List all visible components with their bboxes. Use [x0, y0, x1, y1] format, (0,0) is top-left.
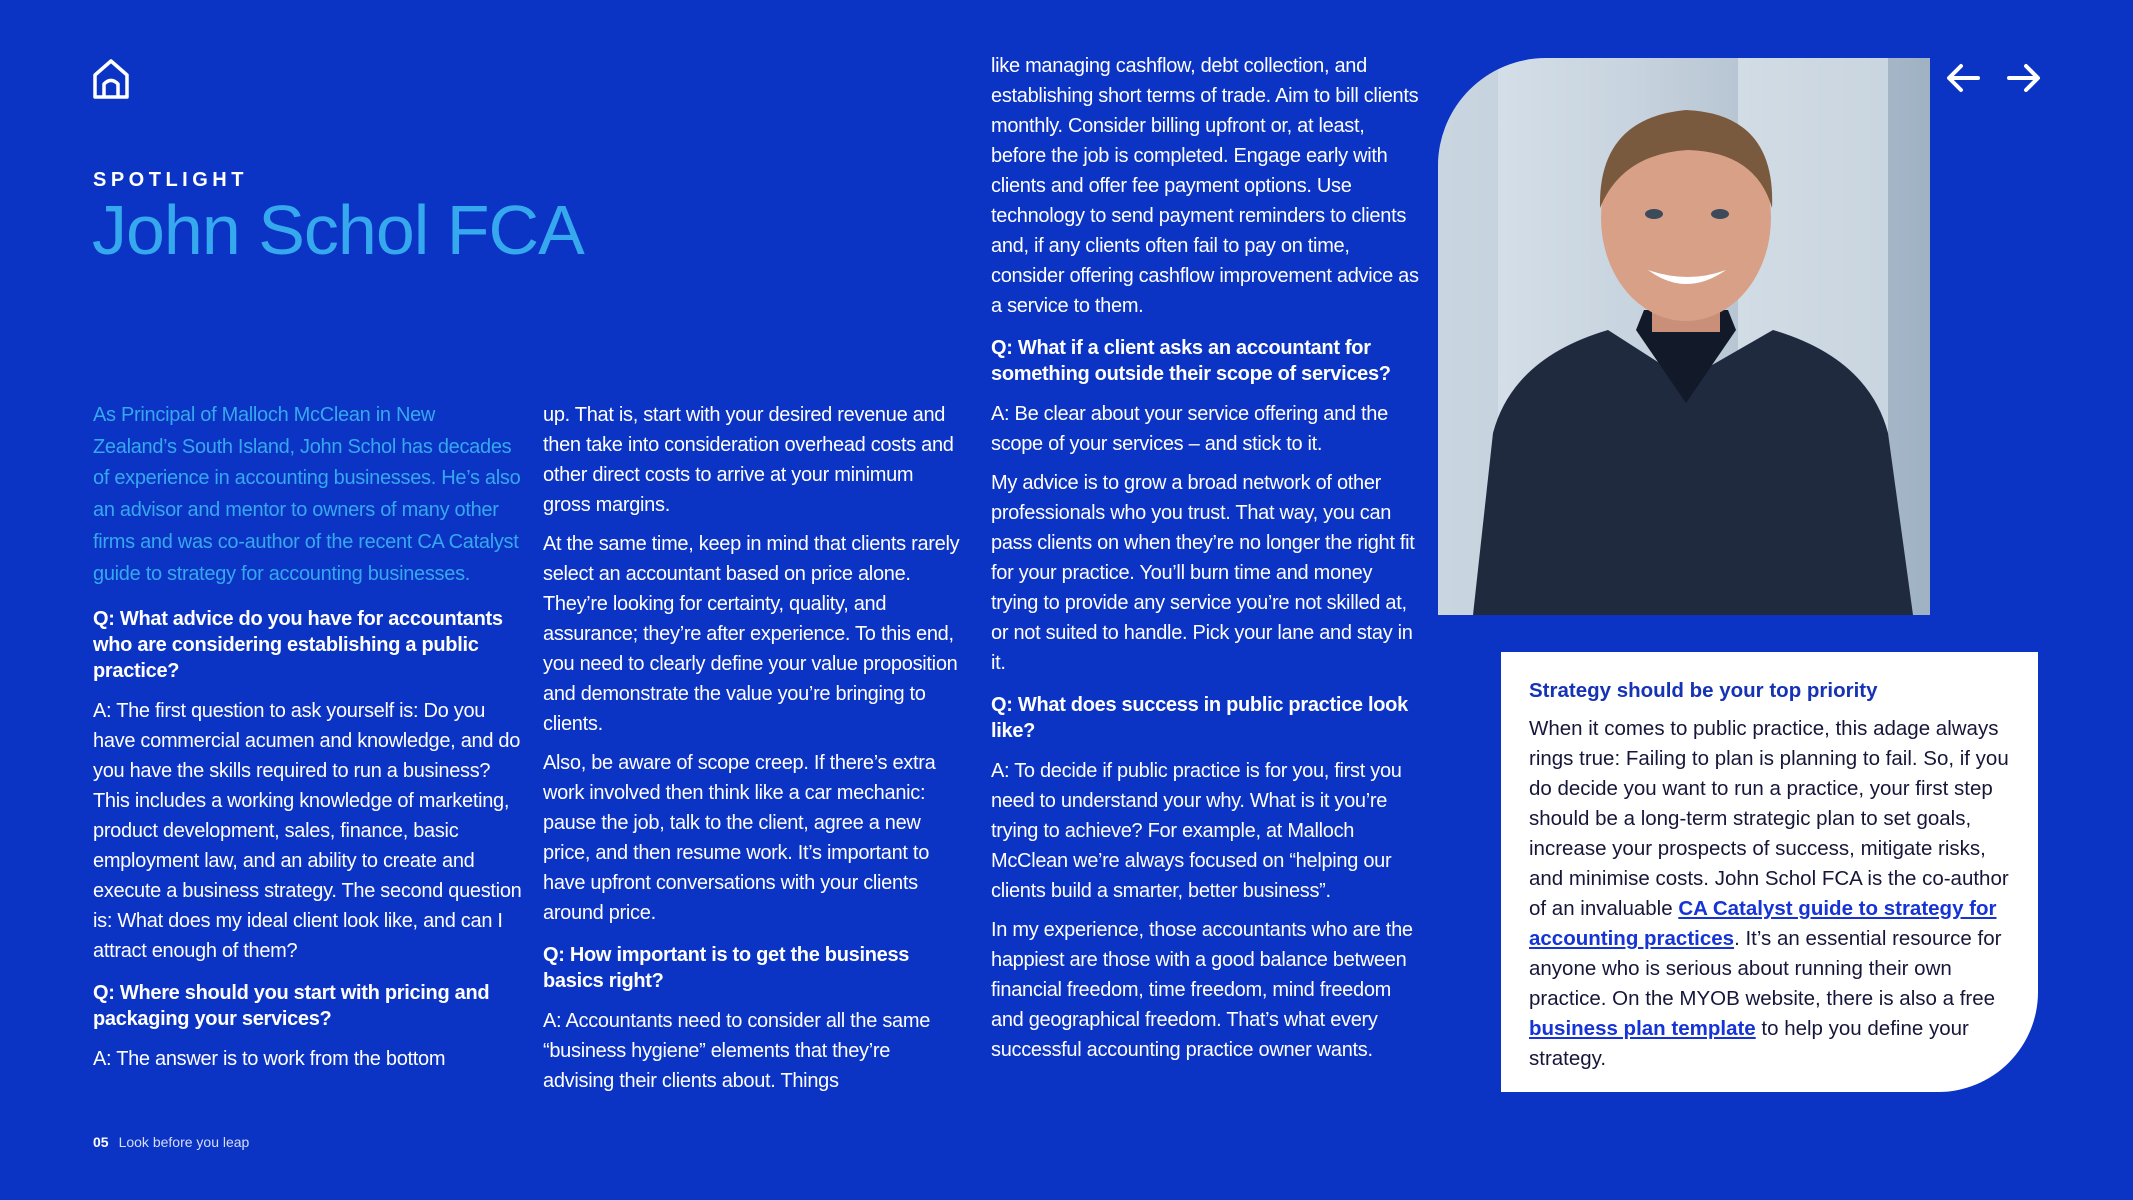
answer-1: A: The first question to ask yourself is: Do you have commercial acumen and knowledge, and do you have the skills required to run a business? This includes a working knowledge of marketing, product development, sales, finance, basic employment law, and an ability to create and execute a business strategy. The second question is: What does my ideal client look like, and can I attract enough of them? [93, 700, 522, 963]
paragraph-scope-creep: Also, be aware of scope creep. If there’s extra work involved then think like a car mechanic: pause the job, talk to the client, agree a new price, and then resume work. It’s important to have upfront conversations with your clients around price. [543, 752, 936, 924]
arrow-left-icon[interactable] [1945, 62, 1981, 94]
article-column-3 [991, 51, 1421, 1074]
card-text-2: . It’s an essential resource for anyone who is serious about running their own practice. On the MYOB website, there is also a free [1529, 927, 2002, 1010]
answer-5: A: To decide if public practice is for you, first you need to understand your why. What is it you’re trying to achieve? For example, at Malloch McClean we’re always focused on “helping our clients build a smarter, better business”. [991, 760, 1402, 902]
question-1: Q: What advice do you have for accountants who are considering establishing a public practice? [93, 608, 503, 683]
article-column-1 [93, 400, 523, 1083]
page-number: 05 [93, 1134, 109, 1150]
paragraph-experience: In my experience, those accountants who are the happiest are those with a good balance between financial freedom, time freedom, mind freedom and geographical freedom. That’s what every successful accounting practice owner wants. [991, 919, 1413, 1061]
section-name: Look before you leap [118, 1134, 250, 1150]
portrait-photo [1438, 58, 1930, 615]
answer-3-start: A: Accountants need to consider all the same “business hygiene” elements that they’re advising their clients about. Things [543, 1010, 931, 1092]
home-icon[interactable] [92, 58, 130, 100]
card-text-1: When it comes to public practice, this adage always rings true: Failing to plan is planning to fail. So, if you do decide you want to run a practice, your first step should be a long-term strategic plan to set goals, increase your prospects of success, mitigate risks, and minimise costs. John Schol FCA is the co-author of an invaluable [1529, 717, 2009, 920]
answer-2-start: A: The answer is to work from the bottom [93, 1048, 446, 1071]
arrow-right-icon[interactable] [2006, 62, 2042, 94]
article-column-2 [543, 400, 963, 1105]
card-title: Strategy should be your top priority [1529, 679, 1878, 702]
paragraph-network: My advice is to grow a broad network of other professionals who you trust. That way, you can pass clients on when they’re no longer the right fit for your practice. You’ll burn time and money trying to provide any service you’re not skilled at, or not suited to handle. Pick your lane and stay in it. [991, 472, 1415, 674]
ca-catalyst-guide-link[interactable]: CA Catalyst guide to strategy for accounting practices [1529, 897, 1997, 950]
question-5: Q: What does success in public practice look like? [991, 694, 1408, 742]
paragraph-same-time: At the same time, keep in mind that clients rarely select an accountant based on price alone. They’re looking for certainty, quality, and assurance; they’re after experience. To this end, you need to clearly define your value proposition and demonstrate the value you’re bringing to clients. [543, 533, 960, 735]
card-body [1529, 714, 2010, 1074]
question-4: Q: What if a client asks an accountant for something outside their scope of services? [991, 337, 1391, 385]
strategy-card [1501, 652, 2038, 1092]
card-text-3: to help you define your strategy. [1529, 1017, 1969, 1070]
answer-4: A: Be clear about your service offering and the scope of your services – and stick to it. [991, 403, 1388, 455]
page-title: John Schol FCA [92, 191, 584, 269]
answer-3-continued: like managing cashflow, debt collection, and establishing short terms of trade. Aim to bill clients monthly. Consider billing upfront or, at least, before the job is completed. Engage early with clients and offer fee payment options. Use technology to send payment reminders to clients and, if any clients often fail to pay on time, consider offering cashflow improvement advice as a service to them. [991, 55, 1419, 317]
page-footer [93, 1134, 249, 1150]
answer-2-continued: up. That is, start with your desired revenue and then take into consideration overhead costs and other direct costs to arrive at your minimum gross margins. [543, 404, 954, 516]
question-3: Q: How important is to get the business basics right? [543, 944, 910, 992]
section-kicker: SPOTLIGHT [93, 169, 248, 191]
question-2: Q: Where should you start with pricing and packaging your services? [93, 982, 490, 1031]
business-plan-template-link[interactable]: business plan template [1529, 1017, 1756, 1040]
intro-paragraph: As Principal of Malloch McClean in New Zealand’s South Island, John Schol has decades of experience in accounting businesses. He’s also an advisor and mentor to owners of many other firms and was co-author of the recent CA Catalyst guide to strategy for accounting businesses. [93, 404, 521, 585]
